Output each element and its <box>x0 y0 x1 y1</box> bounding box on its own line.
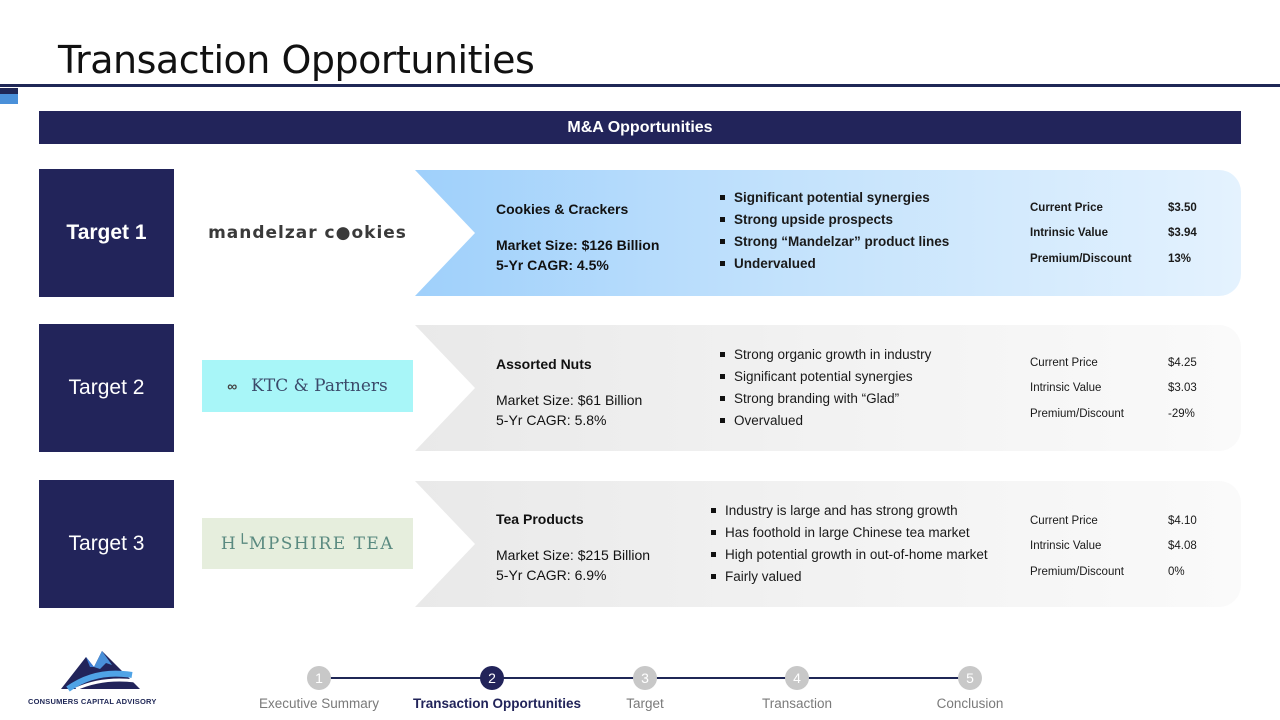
valuation-row <box>1030 559 1197 585</box>
valuation-row <box>1030 221 1197 247</box>
target-label: Target 3 <box>68 532 145 555</box>
valuation-value: $3.03 <box>1168 382 1197 395</box>
highlights-list <box>718 187 949 275</box>
segment-info <box>496 201 659 275</box>
valuation-row <box>1030 246 1197 272</box>
valuation-label: Intrinsic Value <box>1030 382 1102 395</box>
valuation-row <box>1030 350 1197 376</box>
valuation-label: Premium/Discount <box>1030 252 1132 265</box>
valuation-value: $3.50 <box>1168 201 1197 214</box>
step-4-circle[interactable] <box>785 666 809 690</box>
valuation-value: $4.25 <box>1168 356 1197 369</box>
step-number: 1 <box>315 670 323 686</box>
valuation-label: Intrinsic Value <box>1030 227 1108 240</box>
step-number: 3 <box>641 670 649 686</box>
segment-info <box>496 511 650 585</box>
step-1-circle[interactable] <box>307 666 331 690</box>
company-name: CONSUMERS CAPITAL ADVISORY <box>28 697 157 706</box>
cagr: 5-Yr CAGR: 6.9% <box>496 567 607 583</box>
valuation-row <box>1030 508 1197 534</box>
logo-text: KTC & Partners <box>251 376 388 396</box>
hampshire-logo <box>202 518 413 569</box>
list-item: Strong upside prospects <box>718 209 949 231</box>
list-item: Fairly valued <box>709 566 988 588</box>
target-label-box <box>39 169 174 297</box>
step-label-transaction[interactable]: Transaction <box>761 696 833 711</box>
list-item: Overvalued <box>718 410 931 432</box>
valuation-row <box>1030 195 1197 221</box>
valuation-value: 0% <box>1168 565 1185 578</box>
link-icon: ∞ <box>227 378 238 394</box>
segment-name: Assorted Nuts <box>496 356 592 372</box>
step-number: 4 <box>793 670 801 686</box>
target-label-box <box>39 324 174 452</box>
list-item: Industry is large and has strong growth <box>709 500 988 522</box>
segment-info <box>496 356 642 430</box>
list-item: Has foothold in large Chinese tea market <box>709 522 988 544</box>
market-size: Market Size: $126 Billion <box>496 237 660 253</box>
list-item: Strong “Mandelzar” product lines <box>718 231 949 253</box>
valuation-table <box>1030 350 1197 427</box>
list-item: High potential growth in out-of-home market <box>709 544 988 566</box>
step-number: 5 <box>966 670 974 686</box>
cagr: 5-Yr CAGR: 4.5% <box>496 257 609 273</box>
list-item: Strong branding with “Glad” <box>718 388 931 410</box>
step-label-executive-summary[interactable]: Executive Summary <box>258 696 380 711</box>
target-row-2 <box>0 324 1280 454</box>
target-label: Target 2 <box>68 376 145 399</box>
market-size: Market Size: $61 Billion <box>496 392 643 408</box>
valuation-label: Current Price <box>1030 514 1098 527</box>
step-label-transaction-opportunities[interactable]: Transaction Opportunities <box>412 696 582 711</box>
step-label-target[interactable]: Target <box>626 696 664 711</box>
valuation-value: -29% <box>1168 407 1195 420</box>
step-2-circle[interactable] <box>480 666 504 690</box>
step-5-circle[interactable] <box>958 666 982 690</box>
target-label-box <box>39 480 174 608</box>
valuation-value: $3.94 <box>1168 227 1197 240</box>
valuation-label: Current Price <box>1030 201 1103 214</box>
valuation-value: 13% <box>1168 252 1192 265</box>
logo-text: mandelzar c●okies <box>208 223 407 243</box>
target-row-1 <box>0 169 1280 299</box>
step-number: 2 <box>488 670 496 686</box>
valuation-value: $4.10 <box>1168 514 1197 527</box>
target-row-3 <box>0 480 1280 610</box>
banner-label: M&A Opportunities <box>567 118 713 136</box>
target-label: Target 1 <box>66 221 147 244</box>
page-title: Transaction Opportunities <box>58 38 535 82</box>
valuation-label: Premium/Discount <box>1030 407 1124 420</box>
valuation-table <box>1030 195 1197 272</box>
highlights-list <box>709 500 988 588</box>
title-accent-mark <box>0 88 18 104</box>
highlights-list <box>718 344 931 432</box>
step-label-conclusion[interactable]: Conclusion <box>936 696 1004 711</box>
section-banner <box>39 111 1241 144</box>
list-item: Significant potential synergies <box>718 366 931 388</box>
valuation-row <box>1030 376 1197 402</box>
valuation-label: Intrinsic Value <box>1030 540 1102 553</box>
mandelzar-logo <box>202 207 413 259</box>
cagr: 5-Yr CAGR: 5.8% <box>496 412 607 428</box>
valuation-table <box>1030 508 1197 585</box>
valuation-row <box>1030 534 1197 560</box>
valuation-label: Current Price <box>1030 356 1098 369</box>
segment-name: Tea Products <box>496 511 584 527</box>
step-3-circle[interactable] <box>633 666 657 690</box>
valuation-row <box>1030 401 1197 427</box>
list-item: Undervalued <box>718 253 949 275</box>
segment-name: Cookies & Crackers <box>496 201 629 217</box>
ktc-logo <box>202 360 413 412</box>
list-item: Significant potential synergies <box>718 187 949 209</box>
market-size: Market Size: $215 Billion <box>496 547 651 563</box>
list-item: Strong organic growth in industry <box>718 344 931 366</box>
valuation-value: $4.08 <box>1168 540 1197 553</box>
logo-text: H└MPSHIRE TEA <box>220 533 395 554</box>
title-divider <box>0 84 1280 87</box>
valuation-label: Premium/Discount <box>1030 565 1124 578</box>
